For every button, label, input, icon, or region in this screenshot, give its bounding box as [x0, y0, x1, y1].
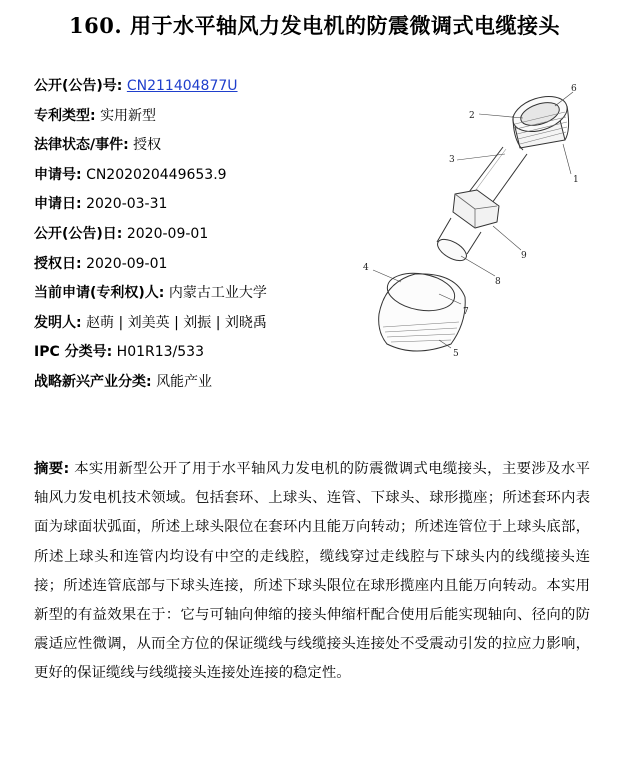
- field-value: 授权: [133, 137, 162, 154]
- field-label: 战略新兴产业分类:: [34, 373, 152, 390]
- part-label-4: 4: [363, 263, 369, 273]
- field-grant-date: [34, 252, 364, 282]
- upper-ring-part: [508, 90, 571, 150]
- field-label: 授权日:: [34, 255, 82, 272]
- part-label-5: 5: [453, 349, 459, 359]
- field-application-number: [34, 163, 364, 193]
- field-label: 专利类型:: [34, 107, 96, 124]
- field-ipc: [34, 340, 364, 370]
- field-value: CN202020449653.9: [86, 166, 227, 183]
- field-label: 当前申请(专利权)人:: [34, 285, 165, 302]
- part-label-7: 7: [463, 307, 469, 317]
- part-label-3: 3: [449, 155, 455, 165]
- page-title: 160. 用于水平轴风力发电机的防震微调式电缆接头: [69, 13, 560, 38]
- field-value: 赵萌 | 刘美英 | 刘振 | 刘晓禹: [86, 314, 267, 331]
- part-label-8: 8: [495, 277, 501, 287]
- field-value: 风能产业: [156, 373, 213, 390]
- field-label: 公开(公告)日:: [34, 225, 123, 242]
- field-applicant: [34, 281, 364, 311]
- patent-metadata: [34, 74, 364, 400]
- part-label-6: 6: [571, 84, 577, 94]
- field-value: H01R13/533: [116, 344, 204, 361]
- lower-ball-seat-part: [379, 268, 466, 351]
- abstract-text: 本实用新型公开了用于水平轴风力发电机的防震微调式电缆接头，主要涉及水平轴风力发电机技术领域。包括套环、上球头、连管、下球头、球形揽座；所述套环内表面为球面状弧面，所述上球头限位在套环内且能万向转动；所述连管位于上球头底部，所述上球头和连管内均设有中空的走线腔，缆线穿过走线腔与下球头内的线缆接头连接；所述连管底部与下球头连接，所述下球头限位在球形揽座内且能万向转动。本实用新型的有益效果在于：它与可轴向伸缩的接头伸缩杆配合使用后能实现轴向、径向的防震适应性微调，从而全方位的保证缆线与线缆接头连接处不受震动引发的拉应力影响，更好的保证缆线与线缆接头连接处连接的稳定性。: [34, 461, 590, 682]
- field-label: 申请日:: [34, 196, 82, 213]
- cable-joint-drawing: [355, 82, 595, 367]
- field-application-date: [34, 192, 364, 222]
- part-label-9: 9: [521, 251, 527, 261]
- field-label: 申请号:: [34, 166, 82, 183]
- field-value: 2020-09-01: [86, 255, 168, 272]
- patent-drawing: [355, 82, 595, 367]
- field-inventors: [34, 311, 364, 341]
- part-label-1: 1: [573, 175, 579, 185]
- field-publication-date: [34, 222, 364, 252]
- hex-nut-part: [453, 190, 499, 228]
- abstract-label: 摘要:: [34, 461, 70, 477]
- publication-number-link[interactable]: CN211404877U: [126, 78, 238, 94]
- part-label-2: 2: [469, 111, 475, 121]
- field-value: 实用新型: [100, 107, 157, 124]
- field-industry-classification: [34, 370, 364, 400]
- field-patent-type: [34, 104, 364, 134]
- field-label: 公开(公告)号:: [34, 78, 123, 94]
- field-value: 内蒙古工业大学: [168, 285, 267, 302]
- field-value: 2020-09-01: [126, 225, 209, 242]
- field-legal-status: [34, 133, 364, 163]
- field-value: 2020-03-31: [86, 196, 168, 213]
- field-label: 发明人:: [34, 314, 82, 331]
- field-label: IPC 分类号:: [34, 344, 113, 361]
- field-publication-number: [34, 74, 364, 104]
- field-label: 法律状态/事件:: [34, 137, 129, 154]
- abstract-section: [34, 455, 590, 689]
